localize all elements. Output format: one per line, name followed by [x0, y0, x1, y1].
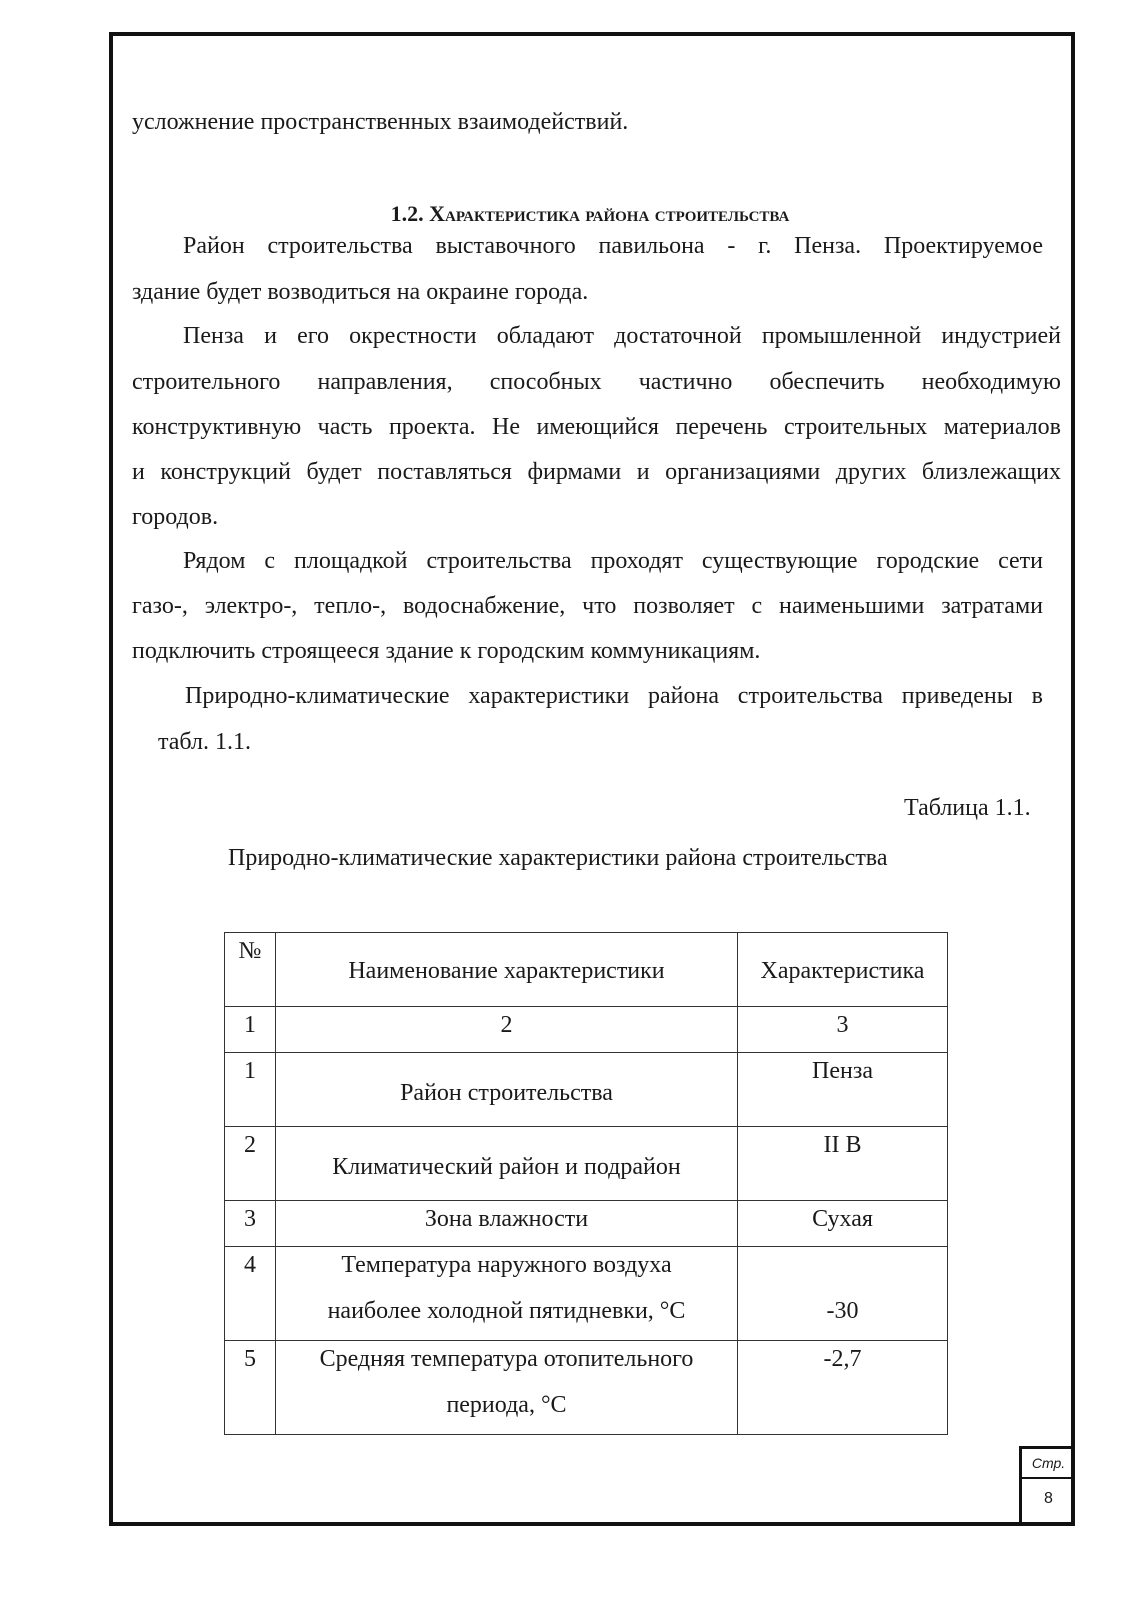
paragraph-3-line-3: подключить строящееся здание к городским коммуникациям.: [132, 638, 761, 664]
row-name-cell: Средняя температура отопительного периода, °С: [276, 1341, 738, 1435]
row-name-cell: Зона влажности: [276, 1201, 738, 1247]
table-caption: Природно-климатические характеристики района строительства: [228, 845, 888, 871]
column-number-cell: 3: [738, 1007, 948, 1053]
table-header-row: [225, 933, 948, 1007]
row-number-cell: 4: [225, 1247, 276, 1341]
row-value-cell: -30: [738, 1247, 948, 1341]
paragraph-1-line-1: Район строительства выставочного павильона - г. Пенза. Проектируемое: [183, 233, 1043, 259]
column-number-cell: 1: [225, 1007, 276, 1053]
table-row: [225, 1127, 948, 1201]
paragraph-3-line-1: Рядом с площадкой строительства проходят существующие городские сети: [183, 548, 1043, 574]
header-cell-number: №: [225, 933, 276, 1007]
column-number-cell: 2: [276, 1007, 738, 1053]
row-value-cell: -2,7: [738, 1341, 948, 1435]
header-cell-value: Характеристика: [738, 933, 948, 1007]
page-number-stamp: [1019, 1446, 1075, 1526]
paragraph-2-line-3: конструктивную часть проекта. Не имеющийся перечень строительных материалов: [132, 414, 1061, 440]
climate-table: [224, 932, 948, 1435]
row-number-cell: 5: [225, 1341, 276, 1435]
paragraph-2-line-2: строительного направления, способных частично обеспечить необходимую: [132, 369, 1061, 395]
table-row: [225, 1247, 948, 1341]
section-title: Характеристика района строительства: [429, 201, 790, 226]
row-value-cell: Пенза: [738, 1053, 948, 1127]
table-label: Таблица 1.1.: [904, 795, 1031, 821]
paragraph-1-line-2: здание будет возводиться на окраине города.: [132, 279, 589, 305]
row-value-cell: II В: [738, 1127, 948, 1201]
paragraph-2-line-4: и конструкций будет поставляться фирмами и организациями других близлежащих: [132, 459, 1061, 485]
row-number-cell: 3: [225, 1201, 276, 1247]
paragraph-4-line-1: Природно-климатические характеристики района строительства приведены в: [185, 683, 1043, 709]
row-number-cell: 1: [225, 1053, 276, 1127]
section-number: 1.2.: [390, 201, 430, 226]
paragraph-2-line-1: Пенза и его окрестности обладают достаточной промышленной индустрией: [183, 323, 1061, 349]
paragraph-continuation: усложнение пространственных взаимодействий.: [132, 109, 629, 135]
table-row: [225, 1341, 948, 1435]
row-name-cell: Климатический район и подрайон: [276, 1127, 738, 1201]
stamp-label: Стр.: [1022, 1449, 1075, 1479]
row-number-cell: 2: [225, 1127, 276, 1201]
row-name-cell: Район строительства: [276, 1053, 738, 1127]
section-heading: [130, 200, 1050, 228]
header-cell-name: Наименование характеристики: [276, 933, 738, 1007]
row-value-cell: Сухая: [738, 1201, 948, 1247]
row-name-cell: Температура наружного воздуха наиболее холодной пятидневки, °С: [276, 1247, 738, 1341]
table-column-numbers-row: [225, 1007, 948, 1053]
paragraph-4-line-2: табл. 1.1.: [158, 729, 252, 755]
table-row: [225, 1201, 948, 1247]
table-row: [225, 1053, 948, 1127]
paragraph-3-line-2: газо-, электро-, тепло-, водоснабжение, что позволяет с наименьшими затратами: [132, 593, 1043, 619]
page-number: 8: [1044, 1490, 1053, 1507]
paragraph-2-line-5: городов.: [132, 504, 219, 530]
